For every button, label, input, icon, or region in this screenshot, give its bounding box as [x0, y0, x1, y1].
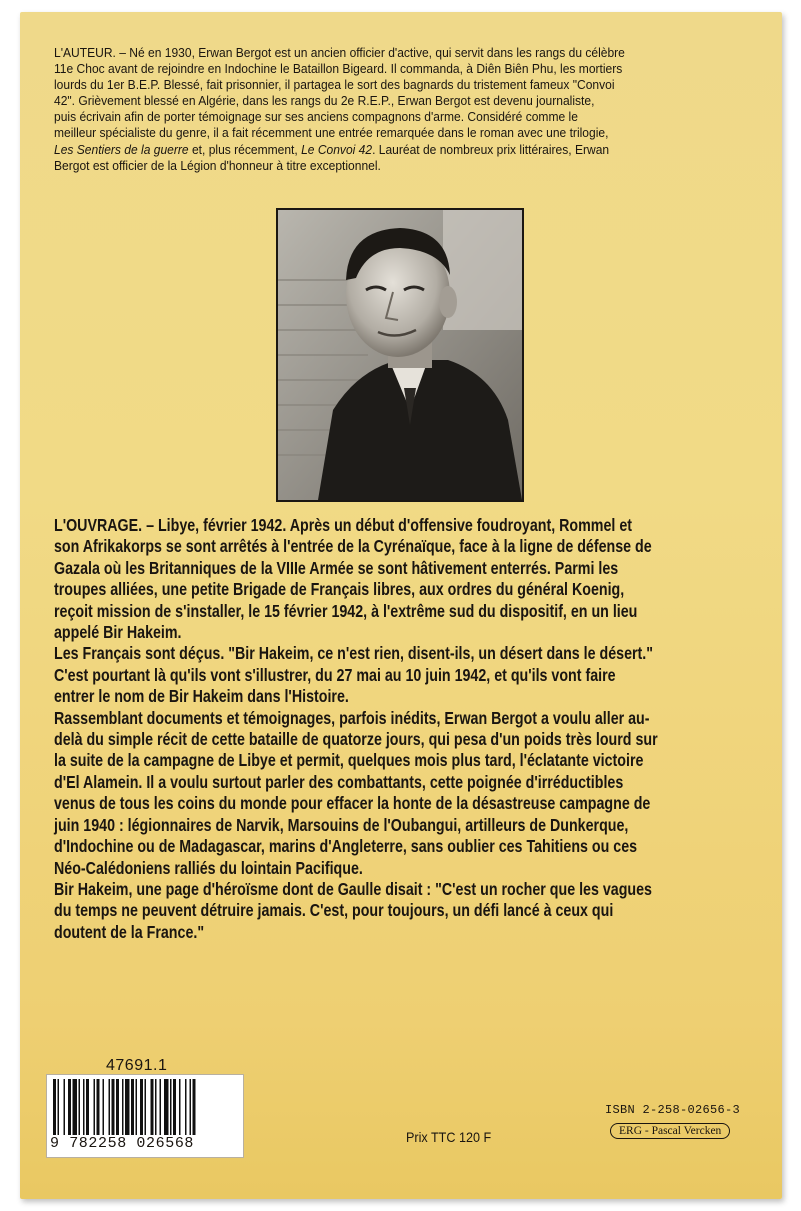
- back-cover: [20, 12, 782, 1199]
- barcode-bar: [94, 1079, 96, 1137]
- barcode-bar: [155, 1079, 157, 1137]
- barcode-bar: [136, 1079, 138, 1137]
- barcode-bar: [131, 1079, 134, 1137]
- barcode-bar: [145, 1079, 147, 1137]
- barcode-bar: [193, 1079, 196, 1137]
- barcode-bar: [116, 1079, 119, 1137]
- summary-line: doutent de la France.": [54, 921, 205, 942]
- price: Prix TTC 120 F: [406, 1129, 492, 1145]
- barcode: [46, 1074, 244, 1158]
- isbn: ISBN 2-258-02656-3: [605, 1103, 741, 1117]
- summary-line: juin 1940 : légionnaires de Narvik, Marsouins de l'Oubangui, artilleurs de Dunkerque,: [54, 814, 629, 835]
- summary-line: entrer le nom de Bir Hakeim dans l'Histoire.: [54, 686, 349, 707]
- barcode-bar: [109, 1079, 111, 1137]
- barcode-bar: [122, 1079, 124, 1137]
- author-bio-line: lourds du 1er B.E.P. Blessé, fait prisonnier, il partagea le sort des bagnards du tristement fameux "Convoi: [54, 77, 615, 93]
- author-bio-line: Les Sentiers de la guerre et, plus récemment, Le Convoi 42. Lauréat de nombreux prix littéraires, Erwan: [54, 141, 610, 157]
- barcode-bar: [164, 1079, 169, 1137]
- author-bio-line: meilleur spécialiste du genre, il a fait récemment une entrée remarquée dans le roman avec une trilogie,: [54, 125, 609, 141]
- publisher-logo: ERG - Pascal Vercken: [610, 1123, 730, 1139]
- barcode-bar: [151, 1079, 154, 1137]
- barcode-bar: [112, 1079, 115, 1137]
- summary-line: la suite de la campagne de Libye et permit, quelques mois plus tard, l'éclatante victoire: [54, 750, 644, 771]
- barcode-bar: [73, 1079, 78, 1137]
- barcode-bar: [83, 1079, 85, 1137]
- barcode-bars: [53, 1079, 237, 1137]
- summary-line: reçoit mission de s'installer, le 15 février 1942, à l'extrême sud du dispositif, en un lieu: [54, 600, 638, 621]
- summary-line: Gazala où les Britanniques de la VIIIe Armée se sont hâtivement enterrés. Parmi les: [54, 557, 619, 578]
- author-heading: L'AUTEUR. –: [54, 45, 126, 60]
- summary-line: delà du simple récit de cette bataille de quatorze jours, qui pesa d'un poids très lourd sur: [54, 729, 658, 750]
- summary-line: L'OUVRAGE. – Libye, février 1942. Après un début d'offensive foudroyant, Rommel et: [54, 515, 632, 535]
- author-bio: [54, 45, 772, 174]
- summary-line: troupes alliées, une petite Brigade de Français libres, aux ordres du général Koenig,: [54, 579, 625, 600]
- barcode-bar: [185, 1079, 187, 1137]
- summary-line: son Afrikakorps se sont arrêtés à l'entrée de la Cyrénaïque, face à la ligne de défense de: [54, 536, 652, 557]
- book-title: Les Sentiers de la guerre: [54, 141, 189, 157]
- barcode-bar: [79, 1079, 81, 1137]
- author-bio-line: 42". Grièvement blessé en Algérie, dans les rangs du 2e R.E.P., Erwan Bergot est devenu journaliste,: [54, 93, 595, 109]
- stock-number: 47691.1: [106, 1057, 168, 1074]
- summary-line: venus de tous les coins du monde pour effacer la honte de la désastreuse campagne de: [54, 793, 651, 814]
- barcode-bar: [97, 1079, 100, 1137]
- barcode-bar: [160, 1079, 162, 1137]
- author-bio-line: 11e Choc avant de rejoindre en Indochine le Bataillon Bigeard. Il commanda, à Diên Biên Phu, les mortiers: [54, 61, 623, 77]
- summary-line: Néo-Calédoniens ralliés du lointain Pacifique.: [54, 857, 363, 878]
- barcode-digits: 9 782258 026568: [50, 1135, 240, 1152]
- summary-line: d'Indochine ou de Madagascar, marins d'Angleterre, sans oublier ces Tahitiens ou ces: [54, 836, 638, 857]
- barcode-bar: [125, 1079, 130, 1137]
- book-summary: [54, 515, 775, 943]
- barcode-bar: [173, 1079, 176, 1137]
- summary-line: Rassemblant documents et témoignages, parfois inédits, Erwan Bergot a voulu aller au-: [54, 707, 650, 728]
- summary-line: du temps ne peuvent détruire jamais. C'est, pour toujours, un défi lancé à ceux qui: [54, 900, 614, 921]
- author-bio-line: Bergot est officier de la Légion d'honneur à titre exceptionnel.: [54, 157, 381, 173]
- summary-line: C'est pourtant là qu'ils vont s'illustrer, du 27 mai au 10 juin 1942, et qu'ils vont faire: [54, 664, 616, 685]
- author-portrait-image: [278, 210, 522, 500]
- author-bio-line: L'AUTEUR. – Né en 1930, Erwan Bergot est un ancien officier d'active, qui servit dans les rangs du célèbre: [54, 45, 625, 60]
- barcode-bar: [58, 1079, 60, 1137]
- barcode-bar: [68, 1079, 71, 1137]
- author-bio-line: puis écrivain afin de porter témoignage sur ses anciens compagnons d'arme. Considéré comme le: [54, 109, 578, 125]
- barcode-bar: [179, 1079, 181, 1137]
- barcode-bar: [103, 1079, 105, 1137]
- barcode-bar: [170, 1079, 172, 1137]
- barcode-bar: [140, 1079, 143, 1137]
- barcode-bar: [86, 1079, 89, 1137]
- summary-line: Les Français sont déçus. "Bir Hakeim, ce n'est rien, disent-ils, un désert dans le désert.": [54, 643, 654, 664]
- summary-line: Bir Hakeim, une page d'héroïsme dont de Gaulle disait : "C'est un rocher que les vagues: [54, 878, 652, 899]
- author-portrait-photo: [276, 208, 524, 502]
- barcode-bar: [190, 1079, 192, 1137]
- summary-line: appelé Bir Hakeim.: [54, 622, 182, 643]
- book-title: Le Convoi 42: [301, 141, 373, 157]
- barcode-bar: [53, 1079, 56, 1137]
- barcode-bar: [64, 1079, 66, 1137]
- summary-line: d'El Alamein. Il a voulu surtout parler des combattants, cette poignée d'irréductibles: [54, 771, 624, 792]
